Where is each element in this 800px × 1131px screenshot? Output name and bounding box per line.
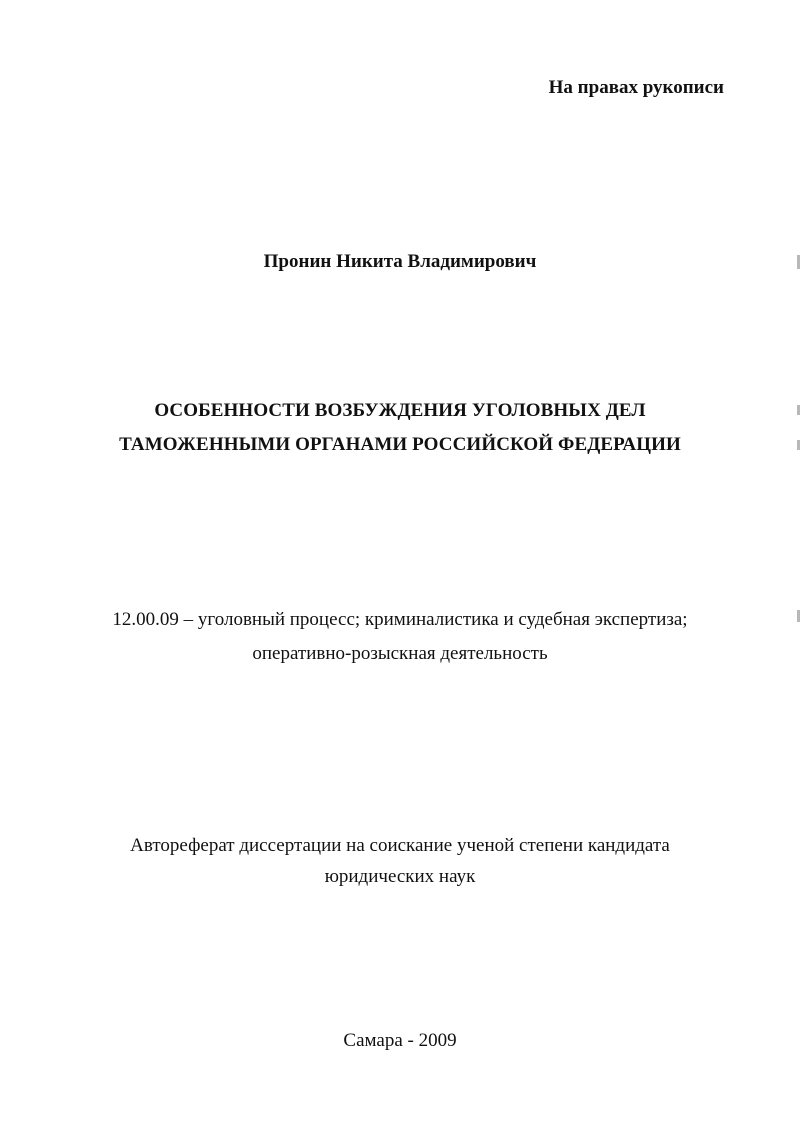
title-line-1: ОСОБЕННОСТИ ВОЗБУЖДЕНИЯ УГОЛОВНЫХ ДЕЛ	[154, 400, 646, 421]
specialty-line-1: 12.00.09 – уголовный процесс; криминалистика и судебная экспертиза;	[112, 609, 688, 630]
degree-line-1: Автореферат диссертации на соискание ученой степени кандидата	[130, 835, 670, 856]
author-name: Пронин Никита Владимирович	[263, 251, 537, 272]
title-line-2: ТАМОЖЕННЫМИ ОРГАНАМИ РОССИЙСКОЙ ФЕДЕРАЦИИ	[119, 434, 681, 455]
manuscript-note: На правах рукописи	[548, 77, 724, 98]
specialty-line-2: оперативно-розыскная деятельность	[252, 643, 548, 664]
degree-line-2: юридических наук	[324, 866, 476, 887]
place-year: Самара - 2009	[343, 1030, 457, 1051]
